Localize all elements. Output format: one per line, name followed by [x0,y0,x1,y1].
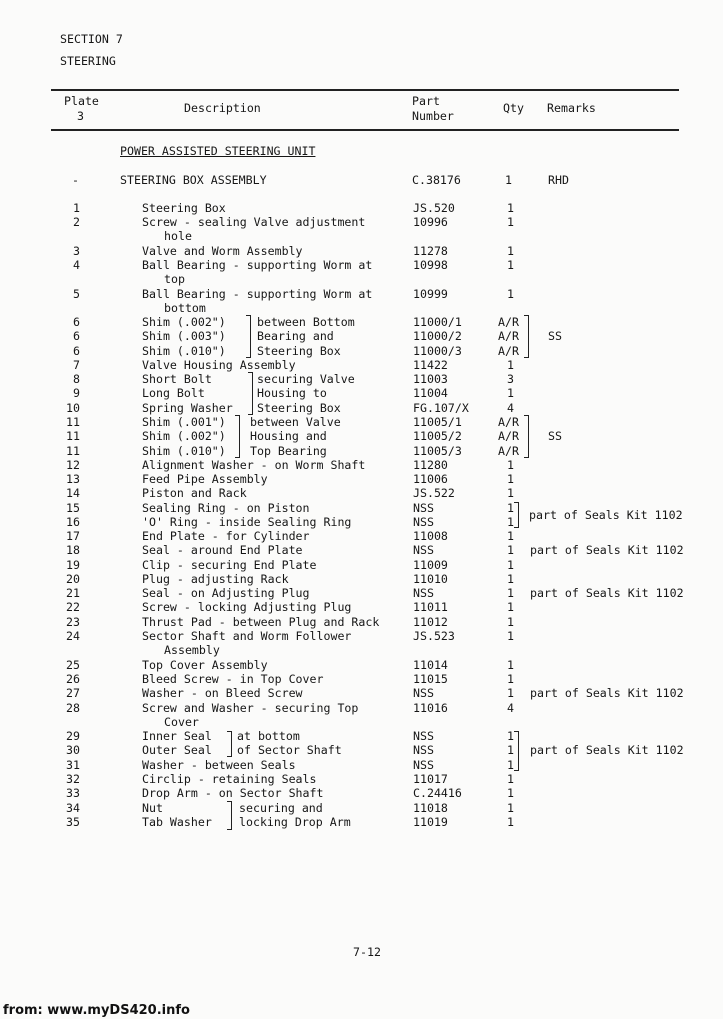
qty-brace-shim-11 [524,415,529,458]
row-plate: 6 [73,344,80,358]
row-note: Steering Box [257,344,341,358]
row-description: Shim (.002") [142,315,226,329]
row-description: Plug - adjusting Rack [142,572,289,586]
row-note: Steering Box [257,401,341,415]
brace-bolts [248,372,253,415]
row-qty: 1 [507,515,514,529]
row-description: Circlip - retaining Seals [142,772,317,786]
row-qty: 4 [507,401,514,415]
row-description: Ball Bearing - supporting Worm at [142,287,373,301]
row-plate: 11 [66,444,80,458]
row-qty: 1 [507,615,514,629]
row-plate: 11 [66,415,80,429]
row-description: Drop Arm - on Sector Shaft [142,786,324,800]
row-plate: 4 [73,258,80,272]
row-description: Seal - around End Plate [142,543,303,557]
row-qty: 1 [507,743,514,757]
row-description-cont: Cover [164,715,199,729]
col-description: Description [184,101,261,115]
row-description: Bleed Screw - in Top Cover [142,672,324,686]
row-part-number: 11422 [413,358,448,372]
row-part-number: 11000/2 [413,329,462,343]
row-plate: 24 [66,629,80,643]
row-description: Alignment Washer - on Worm Shaft [142,458,366,472]
row-note: at bottom [237,729,300,743]
row-part-number: NSS [413,743,434,757]
row-plate: 14 [66,486,80,500]
row-plate: 6 [73,329,80,343]
page-number: 7-12 [353,945,381,959]
row-qty: 1 [507,458,514,472]
row-qty: 1 [507,600,514,614]
row-plate: 31 [66,758,80,772]
row-qty: 3 [507,372,514,386]
row-part-number: NSS [413,729,434,743]
col-plate-line1: Plate [64,94,99,108]
row-description: Seal - on Adjusting Plug [142,586,310,600]
source-footer: from: www.myDS420.info [3,1003,190,1018]
col-part-line1: Part [412,94,440,108]
row-part-number: 11005/1 [413,415,462,429]
row-plate: 11 [66,429,80,443]
col-part-line2: Number [412,109,454,123]
row-qty: A/R [498,344,519,358]
row-plate: 35 [66,815,80,829]
row-qty: A/R [498,415,519,429]
row-description: Spring Washer [142,401,233,415]
row-description: Top Cover Assembly [142,658,268,672]
row-plate: 32 [66,772,80,786]
row-plate: 13 [66,472,80,486]
row-qty: 1 [507,572,514,586]
row-qty: 1 [507,686,514,700]
row-qty: 1 [507,772,514,786]
row-plate: 22 [66,600,80,614]
row-plate: 10 [66,401,80,415]
row-plate: 28 [66,701,80,715]
row-description-cont: top [164,272,185,286]
assembly-part: C.38176 [412,173,461,187]
row-part-number: 11014 [413,658,448,672]
row-description: Sector Shaft and Worm Follower [142,629,352,643]
row-plate: 5 [73,287,80,301]
row-qty: 1 [507,472,514,486]
row-part-number: NSS [413,586,434,600]
row-description: Shim (.003") [142,329,226,343]
row-note: Housing and [250,429,327,443]
row-part-number: 11008 [413,529,448,543]
brace-nut [227,801,232,830]
row-plate: 9 [73,386,80,400]
row-plate: 30 [66,743,80,757]
row-part-number: 11004 [413,386,448,400]
row-part-number: 11015 [413,672,448,686]
row-description: Tab Washer [142,815,212,829]
row-description: Piston and Rack [142,486,247,500]
row-part-number: 11016 [413,701,448,715]
row-part-number: JS.523 [413,629,455,643]
row-description: Sealing Ring - on Piston [142,501,310,515]
subsection-label: STEERING [60,54,116,68]
row-part-number: 11019 [413,815,448,829]
row-part-number: 11003 [413,372,448,386]
row-description: Long Bolt [142,386,205,400]
row-description: Feed Pipe Assembly [142,472,268,486]
row-note: between Bottom [257,315,355,329]
assembly-description: STEERING BOX ASSEMBLY [120,173,267,187]
row-note: securing and [239,801,323,815]
row-plate: 3 [73,244,80,258]
row-remarks: part of Seals Kit 1102 [530,686,684,700]
row-note: securing Valve [257,372,355,386]
row-plate: 21 [66,586,80,600]
row-part-number: NSS [413,686,434,700]
row-part-number: 10998 [413,258,448,272]
row-part-number: JS.520 [413,201,455,215]
row-description: Screw - locking Adjusting Plug [142,600,352,614]
row-part-number: 11278 [413,244,448,258]
row-qty: 1 [507,386,514,400]
row-description: Screw and Washer - securing Top [142,701,359,715]
row-part-number: 11010 [413,572,448,586]
row-plate: 25 [66,658,80,672]
row-remarks: part of Seals Kit 1102 [530,586,684,600]
row-part-number: JS.522 [413,486,455,500]
row-plate: 20 [66,572,80,586]
row-plate: 12 [66,458,80,472]
row-description: Nut [142,801,163,815]
assembly-plate: - [72,173,79,187]
brace-seals [227,731,232,757]
row-part-number: 11005/3 [413,444,462,458]
row-plate: 18 [66,543,80,557]
row-qty: 1 [507,558,514,572]
section-label: SECTION 7 [60,32,123,46]
row-qty: 1 [507,729,514,743]
row-remarks: part of Seals Kit 1102 [530,543,684,557]
row-part-number: NSS [413,543,434,557]
row-plate: 16 [66,515,80,529]
col-plate-line2: 3 [77,109,84,123]
assembly-remarks: RHD [548,173,569,187]
top-rule [51,89,679,91]
row-description: Valve and Worm Assembly [142,244,303,258]
qty-brace-29-31 [514,731,519,771]
row-part-number: 11018 [413,801,448,815]
row-note: between Valve [250,415,341,429]
row-plate: 1 [73,201,80,215]
row-description: Valve Housing Assembly [142,358,296,372]
row-qty: 1 [507,658,514,672]
row-part-number: 11012 [413,615,448,629]
row-plate: 6 [73,315,80,329]
row-qty: 4 [507,701,514,715]
row-qty: A/R [498,444,519,458]
row-description-cont: bottom [164,301,206,315]
row-qty: 1 [507,801,514,815]
row-description: End Plate - for Cylinder [142,529,310,543]
row-qty: 1 [507,629,514,643]
row-description: Short Bolt [142,372,212,386]
row-plate: 19 [66,558,80,572]
row-part-number: 10999 [413,287,448,301]
row-qty: 1 [507,287,514,301]
row-description: Shim (.001") [142,415,226,429]
row-part-number: NSS [413,758,434,772]
row-part-number: 11000/1 [413,315,462,329]
brace-shim-6 [246,315,251,358]
group-remark-ss-6: SS [548,329,562,343]
row-plate: 17 [66,529,80,543]
row-qty: A/R [498,329,519,343]
row-description: Washer - on Bleed Screw [142,686,303,700]
row-description: Shim (.010") [142,444,226,458]
row-qty: 1 [507,586,514,600]
row-part-number: 11017 [413,772,448,786]
row-qty: 1 [507,258,514,272]
row-description: Shim (.002") [142,429,226,443]
row-part-number: FG.107/X [413,401,469,415]
row-description: Shim (.010") [142,344,226,358]
row-part-number: 11009 [413,558,448,572]
row-qty: 1 [507,486,514,500]
unit-title: POWER ASSISTED STEERING UNIT [120,144,316,158]
row-qty: 1 [507,358,514,372]
row-description: Steering Box [142,201,226,215]
row-part-number: 11006 [413,472,448,486]
row-description: Outer Seal [142,743,212,757]
row-description: Washer - between Seals [142,758,296,772]
row-qty: 1 [507,758,514,772]
qty-brace-15-16 [514,502,519,528]
row-plate: 7 [73,358,80,372]
assembly-qty: 1 [505,173,512,187]
row-plate: 27 [66,686,80,700]
row-qty: A/R [498,315,519,329]
row-description: Ball Bearing - supporting Worm at [142,258,373,272]
col-qty: Qty [503,101,524,115]
row-qty: 1 [507,529,514,543]
row-note: Top Bearing [250,444,327,458]
header-rule [51,129,679,131]
row-part-number: 11005/2 [413,429,462,443]
row-description-cont: hole [164,229,192,243]
row-plate: 8 [73,372,80,386]
row-description: Screw - sealing Valve adjustment [142,215,366,229]
row-part-number: 11011 [413,600,448,614]
row-part-number: NSS [413,515,434,529]
row-part-number: 10996 [413,215,448,229]
row-qty: 1 [507,672,514,686]
row-note: Housing to [257,386,327,400]
row-plate: 34 [66,801,80,815]
row-qty: 1 [507,201,514,215]
row-qty: A/R [498,429,519,443]
row-plate: 29 [66,729,80,743]
row-note: Bearing and [257,329,334,343]
qty-brace-shim-6 [524,315,529,358]
row-part-number: NSS [413,501,434,515]
row-plate: 23 [66,615,80,629]
row-plate: 2 [73,215,80,229]
row-part-number: 11280 [413,458,448,472]
row-part-number: C.24416 [413,786,462,800]
row-qty: 1 [507,815,514,829]
row-description: Thrust Pad - between Plug and Rack [142,615,380,629]
row-qty: 1 [507,501,514,515]
row-plate: 15 [66,501,80,515]
row-note: of Sector Shaft [237,743,342,757]
group-remark-ss-11: SS [548,429,562,443]
row-part-number: 11000/3 [413,344,462,358]
row-description: Inner Seal [142,729,212,743]
row-note: locking Drop Arm [239,815,351,829]
row-description-cont: Assembly [164,643,220,657]
row-plate: 26 [66,672,80,686]
col-remarks: Remarks [547,101,596,115]
row-qty: 1 [507,244,514,258]
row-plate: 33 [66,786,80,800]
row-qty: 1 [507,786,514,800]
row-description: Clip - securing End Plate [142,558,317,572]
group-remark-seals-15-16: part of Seals Kit 1102 [529,508,683,522]
row-description: 'O' Ring - inside Sealing Ring [142,515,352,529]
brace-shim-11 [235,415,240,458]
row-qty: 1 [507,543,514,557]
group-remark-seals-29-31: part of Seals Kit 1102 [530,743,684,757]
row-qty: 1 [507,215,514,229]
